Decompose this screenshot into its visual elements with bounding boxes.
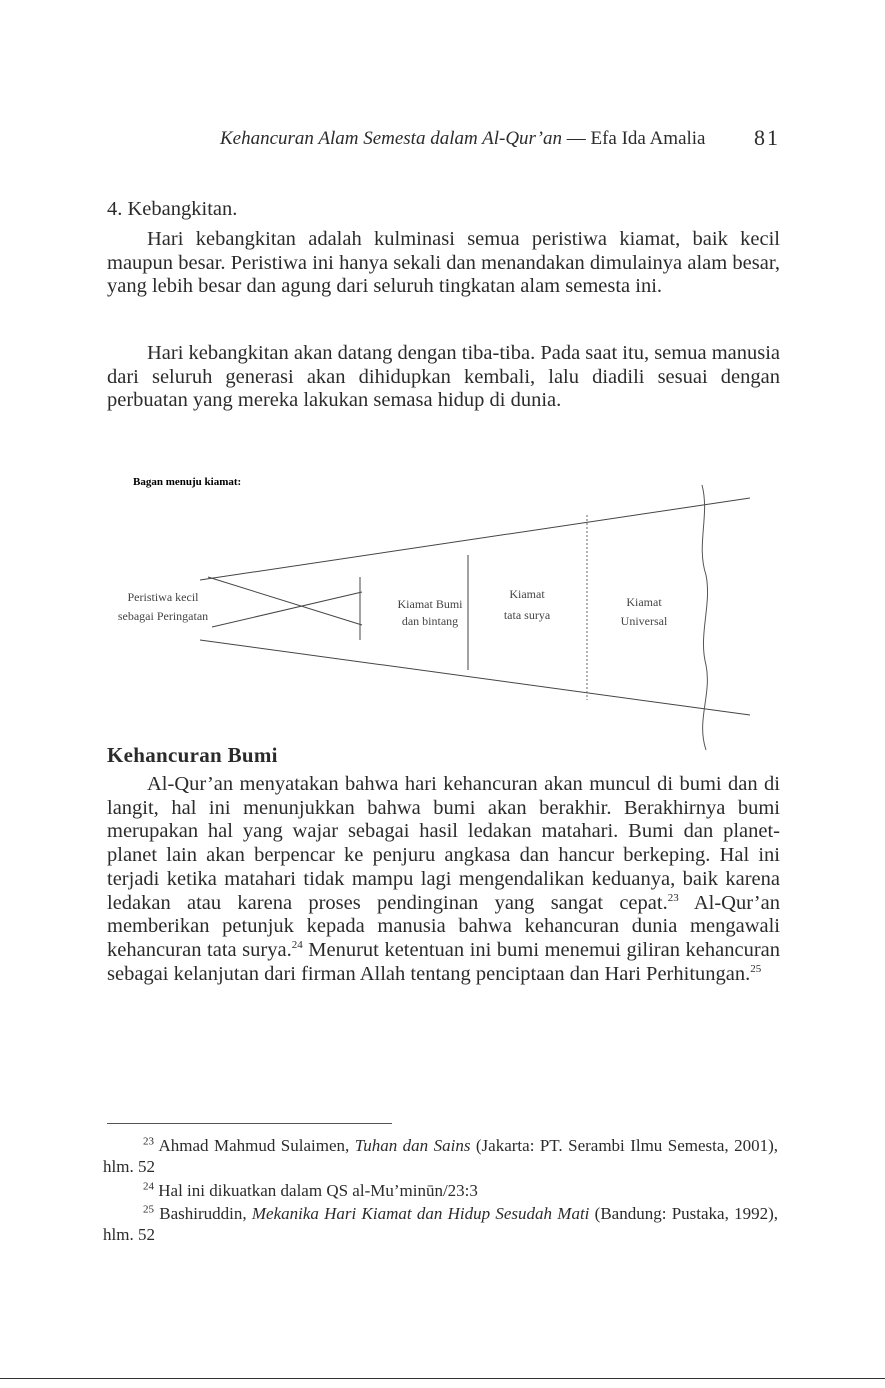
footnote-25 <box>103 1203 778 1245</box>
bumi-text-2: Al-Qur’an memberikan petunjuk kepada manusia bahwa kehancuran dunia mengawali kehancuran tata surya. <box>107 891 780 961</box>
diagram-upper-line <box>200 498 750 580</box>
footnote-ref-25: 25 <box>750 962 762 975</box>
bumi-text-1: Al-Qur’an menyatakan bahwa hari kehancuran akan muncul di bumi dan di langit, hal ini menunjukkan bahwa bumi akan berakhir. Berakhirnya bumi merupakan hal yang wajar sebagai hasil ledakan matahari. Bumi dan planet-planet lain akan berpencar ke penjuru angkasa dan hancur berkeping. Hal ini terjadi ketika matahari tidak mampu lagi mengendalikan keduanya, baik karena ledakan atau karena proses pendinginan yang sangat cepat. <box>107 773 780 914</box>
label-kiamat-tata-surya-2: tata surya <box>503 608 551 622</box>
section-heading-kehancuran-bumi: Kehancuran Bumi <box>107 743 278 767</box>
footnote-number: 25 <box>143 1203 154 1216</box>
header-title: Kehancuran Alam Semesta dalam Al-Qur’an <box>220 128 562 149</box>
diagram-cross-line-1 <box>208 577 362 625</box>
diagram-svg <box>100 465 780 765</box>
diagram-title: Bagan menuju kiamat: <box>133 476 242 488</box>
label-kiamat-bumi-2: dan bintang <box>401 614 459 628</box>
label-peristiwa-kecil-1: Peristiwa kecil <box>127 590 199 604</box>
header-author: — Efa Ida Amalia <box>561 128 706 149</box>
label-kiamat-bumi-1: Kiamat Bumi <box>397 597 463 611</box>
footnote-text: Hal ini dikuatkan dalam QS al-Mu’minūn/23:3 <box>154 1181 478 1200</box>
label-peristiwa-kecil-2: sebagai Peringatan <box>117 609 209 623</box>
footnote-number: 23 <box>143 1135 154 1148</box>
label-kiamat-universal-2: Universal <box>620 614 668 628</box>
paragraph-kehancuran-bumi <box>107 773 780 986</box>
paragraph-kebangkitan-2: Hari kebangkitan akan datang dengan tiba-tiba. Pada saat itu, semua manusia dari seluruh generasi akan dihidupkan kembali, lalu diadili sesuai dengan perbuatan yang mereka lakukan semasa hidup di dunia. <box>107 342 781 412</box>
footnote-number: 24 <box>143 1180 154 1193</box>
footnote-text: (Jakarta: PT. Serambi Ilmu Semesta, 2001), hlm. 52 <box>103 1136 778 1176</box>
footnote-23 <box>103 1135 778 1177</box>
footnote-divider <box>107 1123 392 1124</box>
label-kiamat-tata-surya-1: Kiamat <box>509 587 545 601</box>
bumi-text-3: Menurut ketentuan ini bumi menemui giliran kehancuran sebagai kelanjutan dari firman Allah tentang penciptaan dan Hari Perhitungan. <box>107 938 780 985</box>
paragraph-kebangkitan-1: Hari kebangkitan adalah kulminasi semua peristiwa kiamat, baik kecil maupun besar. Peristiwa ini hanya sekali dan menandakan dimulainya alam besar, yang lebih besar dan agung dari seluruh tingkatan alam semesta ini. <box>107 228 780 298</box>
page-number: 81 <box>754 125 780 150</box>
diagram-lower-line <box>200 640 750 715</box>
footnote-title: Mekanika Hari Kiamat dan Hidup Sesudah Mati <box>251 1204 590 1223</box>
section-heading-kebangkitan: 4. Kebangkitan. <box>107 198 238 220</box>
footnote-text: Bashiruddin, <box>154 1204 252 1223</box>
diagram-bagan-kiamat <box>100 465 780 770</box>
footnote-ref-24: 24 <box>291 939 303 952</box>
page-bottom-edge <box>0 1378 885 1379</box>
label-kiamat-universal-1: Kiamat <box>626 595 662 609</box>
footnote-ref-23: 23 <box>667 891 679 904</box>
footnote-24 <box>103 1180 778 1201</box>
footnote-text: (Bandung: Pustaka, 1992), hlm. 52 <box>103 1204 778 1244</box>
diagram-cross-line-2 <box>212 592 362 627</box>
diagram-wavy-boundary <box>702 485 708 750</box>
running-header <box>220 125 780 150</box>
footnote-text: Ahmad Mahmud Sulaimen, <box>154 1136 355 1155</box>
footnote-title: Tuhan dan Sains <box>354 1136 471 1155</box>
